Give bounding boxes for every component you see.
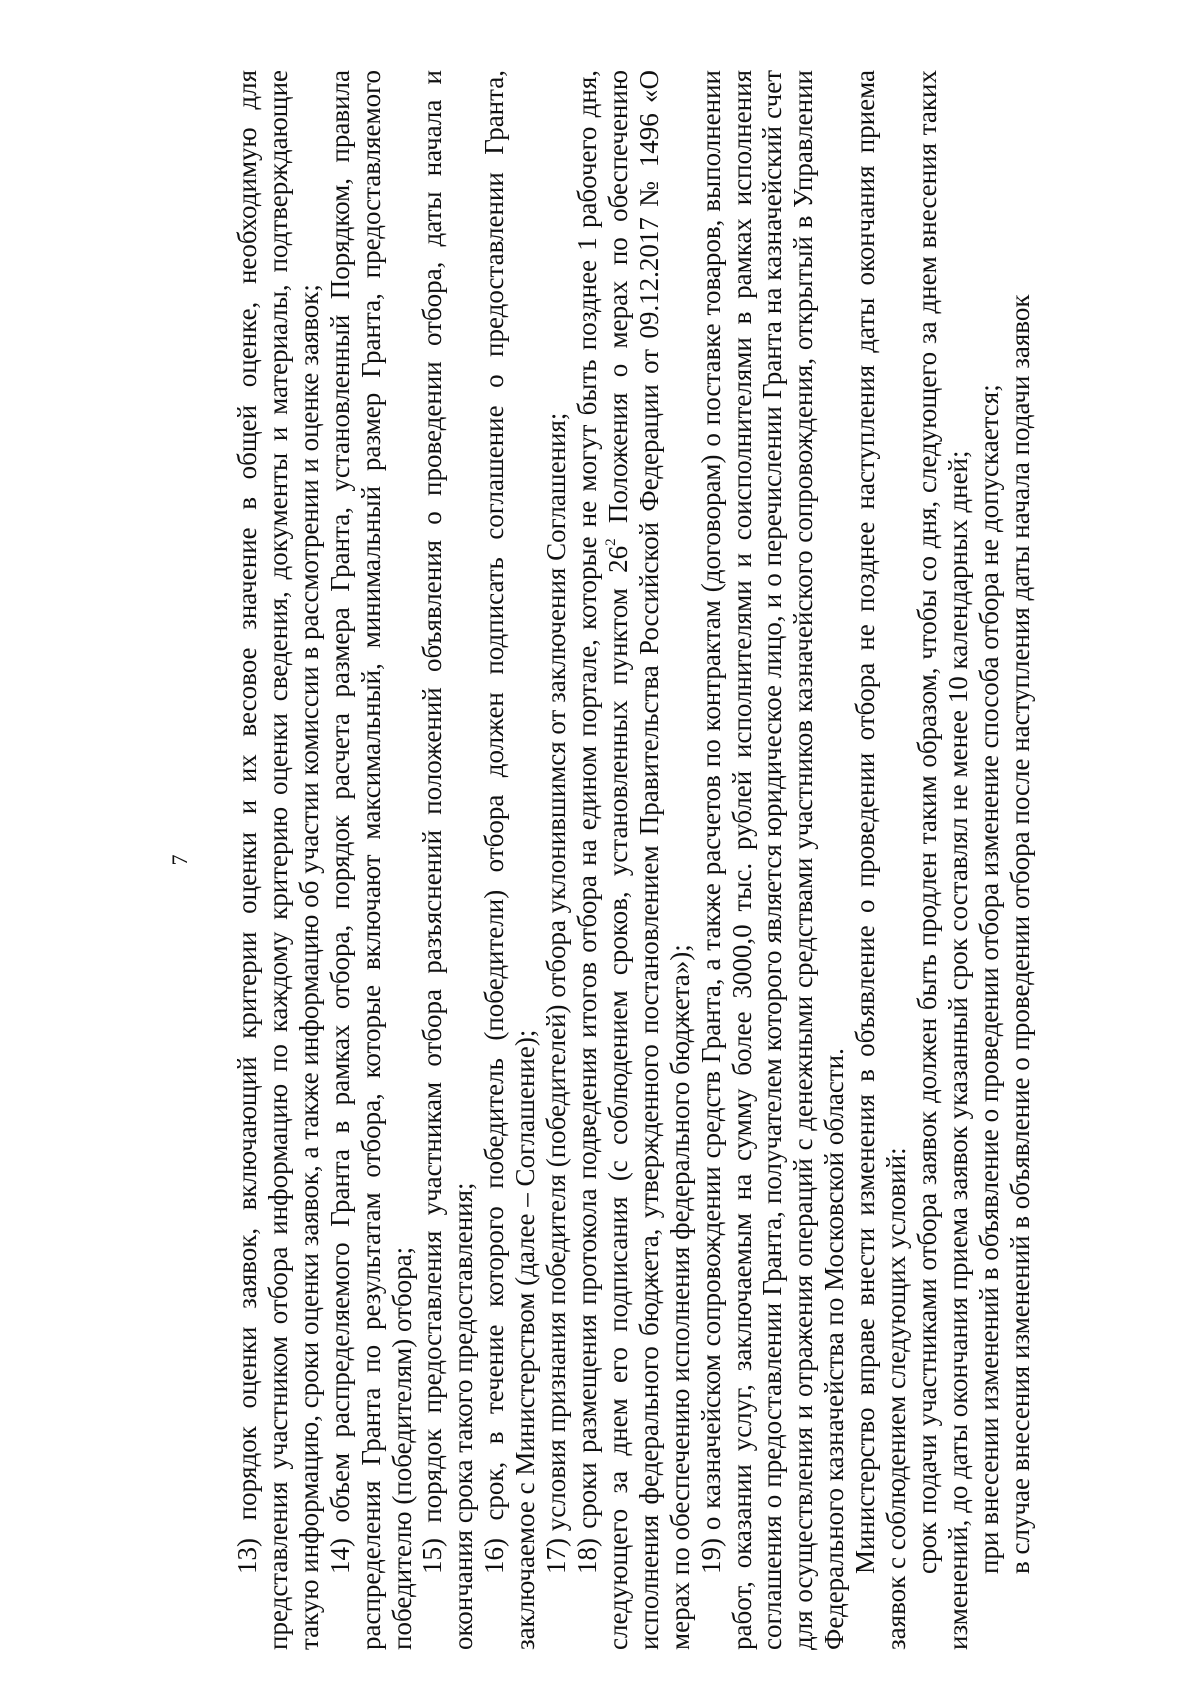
- paragraph-19: 19) о казначейском сопровождении средств Гранта, а также расчетов по контрактам (договорам) о поставке товаров, выполнении работ, оказании услуг, заключаемым на сумму более 3000,0 тыс. рублей исполнителями и соисполнителями в рамках исполнения соглашения о предоставлении Гранта, получателем которого является юридическое лицо, и о перечислении Гранта на казначейский счет для осуществления и отражения операций с денежными средствами участников казначейского сопровождения, открытый в Управлении Федерального казначейства по Московской области.: [695, 70, 850, 1650]
- paragraph-16: 16) срок, в течение которого победитель (победители) отбора должен подписать соглашение о предоставлении Гранта, заключаемое с Министерством (далее – Соглашение);: [479, 70, 541, 1650]
- page-number: 7: [167, 854, 192, 866]
- condition-method-unchanged: при внесении изменений в объявление о проведении отбора изменение способа отбора не допускается;: [973, 384, 1004, 1574]
- paragraph-14: 14) объем распределяемого Гранта в рамках отбора, порядок расчета размера Гранта, установленный Порядком, правила распределения Гранта по результатам отбора, которые включают максимальный, минимальный размер Гранта, предоставляемого победителю (победителям) отбора;: [324, 70, 417, 1650]
- paragraph-17: 17) условия признания победителя (победителей) отбора уклонившимся от заключения Соглашения;: [541, 412, 572, 1574]
- document-body: [232, 70, 1036, 1650]
- paragraph-13: 13) порядок оценки заявок, включающий критерии оценки и их весовое значение в общей оценке, необходимую для представления участником отбора информацию по каждому критерию оценки сведения, документы и материалы, подтверждающие такую информацию, сроки оценки заявок, а также информацию об участии комиссии в рассмотрении и оценке заявок;: [232, 70, 324, 1650]
- paragraph-18: [572, 70, 696, 1650]
- paragraph-18-superscript: 2: [602, 538, 619, 546]
- condition-after-start: в случае внесения изменений в объявление о проведении отбора после наступления даты начала подачи заявок: [1004, 294, 1035, 1574]
- condition-deadline-extension: срок подачи участниками отбора заявок должен быть продлен таким образом, чтобы со дня, следующего за днем внесения таких изменений, до даты окончания приема заявок указанный срок составлял не менее 10 календарных дней;: [911, 70, 973, 1650]
- paragraph-ministry-rights: Министерство вправе внести изменения в объявление о проведении отбора не позднее наступления даты окончания приема заявок с соблюдением следующих условий:: [850, 70, 912, 1650]
- paragraph-18-part2: Положения о мерах по обеспечению исполнения федерального бюджета, утвержденного постановлением Правительства Российской Федерации от 09.12.2017 № 1496 «О мерах по обеспечению исполнения федерального бюджета»);: [602, 70, 695, 1650]
- rotated-page-content: [160, 70, 1160, 1650]
- paragraph-18-part1: 18) сроки размещения протокола подведения итогов отбора на едином портале, которые не могут быть позднее 1 рабочего дня, следующего за днем его подписания (с соблюдением сроков, установленных пунктом 26: [571, 70, 633, 1650]
- paragraph-15: 15) порядок предоставления участникам отбора разъяснений положений объявления о проведении отбора, даты начала и окончания срока такого предоставления;: [417, 70, 479, 1650]
